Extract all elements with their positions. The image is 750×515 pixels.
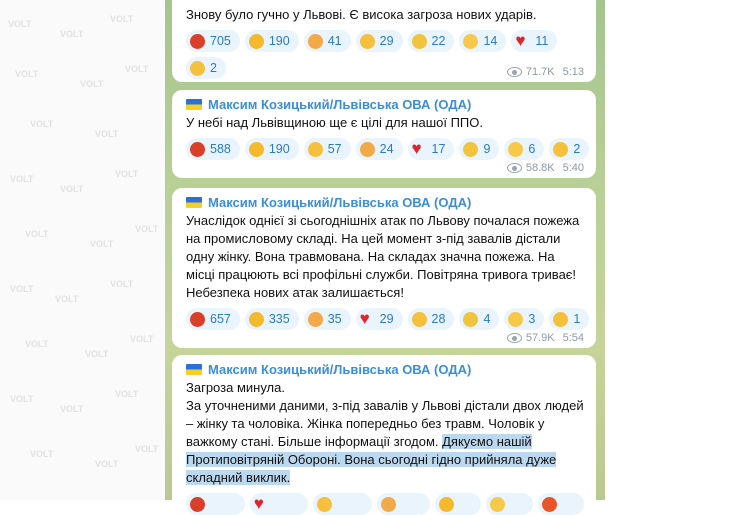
reaction-chip[interactable]: 24 xyxy=(356,138,403,160)
screaming-emoji-icon xyxy=(463,312,478,327)
reaction-chip[interactable]: 41 xyxy=(304,30,351,52)
reaction-chip[interactable]: 4 xyxy=(459,308,499,330)
watermark-logo: VOLT xyxy=(55,294,79,304)
watermark-logo: VOLT xyxy=(30,449,54,459)
watermark-logo: VOLT xyxy=(80,79,104,89)
reactions xyxy=(186,493,584,515)
heart-emoji-icon xyxy=(515,34,530,49)
heart-emoji-icon xyxy=(254,497,269,512)
reaction-chip[interactable]: 3 xyxy=(504,308,544,330)
watermark-logo: VOLT xyxy=(10,284,34,294)
message-bubble[interactable] xyxy=(172,355,596,515)
reaction-chip[interactable]: 29 xyxy=(356,30,403,52)
message-text: Знову було гучно у Львові. Є висока загроза нових ударів. xyxy=(186,7,537,22)
views-eye-icon xyxy=(507,163,522,173)
reaction-chip[interactable] xyxy=(486,493,532,515)
message-bubble[interactable] xyxy=(172,188,596,348)
message-text: У небі над Львівщиною ще є цілі для нашої ППО. xyxy=(186,115,484,130)
reaction-chip[interactable]: 14 xyxy=(459,30,506,52)
heart-emoji-icon xyxy=(412,142,427,157)
chat-background-pattern xyxy=(0,0,165,500)
selected-text[interactable]: Дякуємо нашій Протиповітряній Обороні. Вона сьогодні гідно прийняла дуже складний виклик. xyxy=(186,434,557,485)
clapping-emoji-icon xyxy=(508,142,523,157)
watermark-logo: VOLT xyxy=(25,339,49,349)
reaction-chip[interactable]: 190 xyxy=(245,30,299,52)
reaction-chip[interactable]: 57 xyxy=(304,138,351,160)
watermark-logo: VOLT xyxy=(30,119,54,129)
reaction-chip[interactable]: 22 xyxy=(408,30,455,52)
ukraine-flag-icon xyxy=(186,197,202,208)
reaction-chip[interactable]: 2 xyxy=(549,138,589,160)
watermark-logo: VOLT xyxy=(15,69,39,79)
right-panel-blank xyxy=(605,0,750,500)
reaction-chip[interactable]: 705 xyxy=(186,30,240,52)
reaction-chip[interactable] xyxy=(538,493,584,515)
message-time: 5:13 xyxy=(562,66,584,78)
reaction-chip[interactable]: 28 xyxy=(408,308,455,330)
message-bubble[interactable] xyxy=(172,90,596,178)
fire-emoji-icon xyxy=(542,497,557,512)
message-bubble[interactable] xyxy=(172,0,596,82)
watermark-logo: VOLT xyxy=(135,224,159,234)
message-time: 5:40 xyxy=(562,162,584,174)
reaction-chip[interactable]: 2 xyxy=(186,57,226,79)
watermark-logo: VOLT xyxy=(135,444,159,454)
watermark-logo: VOLT xyxy=(60,184,84,194)
views-eye-icon xyxy=(507,333,522,343)
watermark-logo: VOLT xyxy=(115,169,139,179)
thinking-emoji-icon xyxy=(553,142,568,157)
views-count: 57.9K xyxy=(525,332,555,344)
watermark-logo: VOLT xyxy=(60,404,84,414)
watermark-logo: VOLT xyxy=(115,389,139,399)
exploding-head-emoji-icon xyxy=(360,142,375,157)
reaction-chip[interactable]: ♥ 11 xyxy=(511,30,557,52)
reaction-chip[interactable]: ♥ 29 xyxy=(356,308,403,330)
thinking-emoji-icon xyxy=(553,312,568,327)
reaction-chip[interactable]: 6 xyxy=(504,138,544,160)
heart-emoji-icon xyxy=(360,312,375,327)
clapping-emoji-icon xyxy=(490,497,505,512)
exploding-head-emoji-icon xyxy=(308,312,323,327)
watermark-logo: VOLT xyxy=(125,64,149,74)
watermark-logo: VOLT xyxy=(130,334,154,344)
message-text: Унаслідок однієї зі сьогоднішніх атак по Львову почалася пожежа на промисловому складі. На цей момент з-під завалів дістали одну жінку. Вона травмована. На складах значна пожежа. На місці працюють всі профільні служби. Повітряна тривога триває! Небезпека нових атак залишається! xyxy=(186,213,580,300)
reaction-chip[interactable] xyxy=(377,493,430,515)
rage-emoji-icon xyxy=(190,497,205,512)
watermark-logo: VOLT xyxy=(110,14,134,24)
exploding-head-emoji-icon xyxy=(381,497,396,512)
thinking-emoji-icon xyxy=(190,61,205,76)
reaction-chip[interactable]: 9 xyxy=(459,138,499,160)
exploding-head-emoji-icon xyxy=(308,34,323,49)
message-author[interactable]: Максим Козицький/Львівська ОВА (ОДА) xyxy=(186,361,584,379)
reaction-chip[interactable] xyxy=(186,493,245,515)
thumbs-up-emoji-icon xyxy=(412,312,427,327)
reaction-chip[interactable]: 588 xyxy=(186,138,240,160)
watermark-logo: VOLT xyxy=(10,174,34,184)
reaction-chip[interactable]: 1 xyxy=(549,308,589,330)
message-author[interactable]: Максим Козицький/Львівська ОВА (ОДА) xyxy=(186,194,584,212)
ukraine-flag-icon xyxy=(186,99,202,110)
ukraine-flag-icon xyxy=(186,364,202,375)
watermark-logo: VOLT xyxy=(95,129,119,139)
watermark-logo: VOLT xyxy=(95,459,119,469)
reaction-chip[interactable]: 657 xyxy=(186,308,240,330)
message-author[interactable]: Максим Козицький/Львівська ОВА (ОДА) xyxy=(186,96,584,114)
views-count: 71.7K xyxy=(525,66,555,78)
watermark-logo: VOLT xyxy=(25,229,49,239)
message-meta xyxy=(507,332,584,344)
reactions xyxy=(186,138,584,160)
message-text: Загроза минула. За уточненими даними, з-під завалів у Львові дістали двох людей – жінку та чоловіка. Жінка попередньо без травм. Чоловік у важкому стані. Більше інформації згодом. Дякуємо нашій Протиповітряній Обороні. Вона сьогодні гідно прийняла дуже складний виклик. xyxy=(186,380,584,485)
screaming-emoji-icon xyxy=(463,142,478,157)
screaming-emoji-icon xyxy=(412,34,427,49)
clapping-emoji-icon xyxy=(508,312,523,327)
thumbs-up-emoji-icon xyxy=(317,497,332,512)
reactions xyxy=(186,308,584,330)
reaction-chip[interactable] xyxy=(313,493,372,515)
watermark-logo: VOLT xyxy=(60,29,84,39)
crying-emoji-icon xyxy=(439,497,454,512)
watermark-logo: VOLT xyxy=(110,279,134,289)
rage-emoji-icon xyxy=(190,142,205,157)
message-meta xyxy=(507,162,584,174)
thumbs-up-emoji-icon xyxy=(308,142,323,157)
clapping-emoji-icon xyxy=(463,34,478,49)
reaction-chip[interactable] xyxy=(435,493,481,515)
reaction-chip[interactable]: 335 xyxy=(245,308,299,330)
views-count: 58.8K xyxy=(525,162,555,174)
reaction-chip[interactable] xyxy=(250,493,309,515)
reaction-chip[interactable]: 190 xyxy=(245,138,299,160)
watermark-logo: VOLT xyxy=(85,349,109,359)
thumbs-up-emoji-icon xyxy=(360,34,375,49)
crying-emoji-icon xyxy=(249,142,264,157)
crying-emoji-icon xyxy=(249,34,264,49)
watermark-logo: VOLT xyxy=(10,394,34,404)
crying-emoji-icon xyxy=(249,312,264,327)
message-meta xyxy=(507,66,584,78)
watermark-logo: VOLT xyxy=(8,19,32,29)
reaction-chip[interactable]: 35 xyxy=(304,308,351,330)
reaction-chip[interactable]: ♥ 17 xyxy=(408,138,455,160)
watermark-logo: VOLT xyxy=(90,239,114,249)
message-time: 5:54 xyxy=(562,332,584,344)
rage-emoji-icon xyxy=(190,312,205,327)
views-eye-icon xyxy=(507,67,522,77)
rage-emoji-icon xyxy=(190,34,205,49)
